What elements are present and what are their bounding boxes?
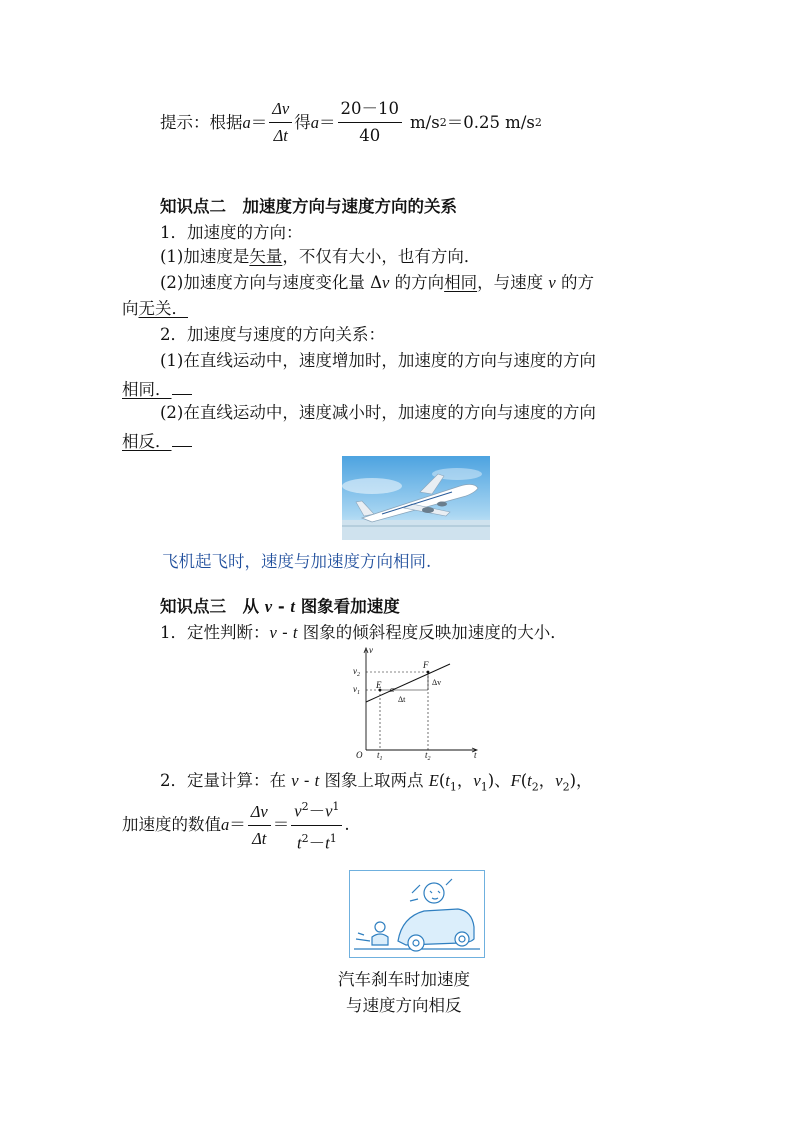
var-v: v: [555, 771, 563, 790]
paragraph: (2)在直线运动中，速度减小时，加速度的方向与速度的方向: [160, 403, 596, 422]
text: (: [520, 771, 528, 790]
car-braking-image: [349, 870, 485, 958]
text: -: [298, 771, 315, 790]
frac-den: $t^2-t^1$: [297, 831, 337, 852]
var-t: t: [290, 597, 296, 616]
text: 图象上取两点: [319, 771, 429, 790]
sub: 1: [449, 780, 457, 794]
text: ．: [155, 432, 172, 451]
sub: 2: [531, 780, 539, 794]
section-heading: [160, 596, 400, 618]
car-caption-line1: 汽车刹车时加速度: [338, 970, 470, 989]
paragraph: [122, 298, 188, 320]
v1-label: $v_1$: [353, 684, 360, 696]
underlined-answer: 矢量: [249, 247, 283, 266]
text: (: [438, 771, 446, 790]
paragraph: (1)在直线运动中，速度增加时，加速度的方向与速度的方向: [160, 351, 596, 370]
vt-graph: [350, 644, 484, 760]
equals: ＝: [272, 815, 290, 834]
var-t: t: [445, 771, 450, 790]
text: .: [344, 815, 350, 834]
var-v: v: [548, 273, 556, 292]
text: ，: [456, 771, 474, 790]
v2-label: $v_2$: [353, 666, 360, 678]
equals: ＝: [319, 112, 336, 132]
text: ．: [171, 299, 188, 318]
acceleration-formula: [122, 796, 350, 854]
text: ，: [538, 771, 556, 790]
paragraph: [122, 376, 192, 401]
car-caption-line2: 与速度方向相反: [346, 996, 462, 1015]
alpha-label: α: [390, 685, 395, 694]
var-a: a: [242, 112, 251, 132]
unit: m/s: [410, 112, 440, 132]
dv-label: Δv: [432, 678, 442, 687]
equals: ＝: [229, 815, 246, 834]
text: 的方: [555, 273, 594, 292]
paragraph: [160, 272, 594, 294]
frac-num: 20－10: [338, 98, 403, 123]
var-t: t: [292, 623, 298, 642]
text: 1．定性判断：: [160, 623, 270, 642]
text: (1)加速度是: [160, 247, 250, 266]
underlined-answer: 相反: [122, 432, 155, 451]
var-a: a: [310, 112, 320, 132]
car-illustration: [350, 871, 484, 957]
v-axis-label: v: [369, 645, 373, 655]
frac-den: Δt: [252, 828, 267, 848]
de-text: 得: [294, 112, 311, 132]
text: )、: [487, 771, 511, 790]
sup: 2: [439, 115, 447, 129]
t1-label: $t_1$: [377, 750, 383, 760]
origin-label: O: [356, 750, 363, 760]
text: 图象的倾斜程度反映加速度的大小．: [297, 623, 567, 642]
text: 知识点三 从: [160, 597, 265, 616]
frac-num: Δv: [269, 98, 292, 123]
var-v: v: [473, 771, 481, 790]
t-axis-label: t: [474, 750, 477, 760]
text: ，不仅有大小，也有方向．: [282, 247, 481, 266]
fraction-v-t: [291, 796, 342, 854]
underlined-answer: 相同: [122, 380, 155, 399]
airplane-caption: 飞机起飞时，速度与加速度方向相同.: [162, 552, 432, 571]
section-heading: 知识点二 加速度方向与速度方向的关系: [160, 197, 457, 216]
fraction-values: [338, 98, 403, 147]
paragraph: [122, 428, 192, 453]
text: -: [276, 623, 293, 642]
sup: 2: [534, 115, 542, 129]
underline-blank: [172, 376, 192, 395]
var-f: F: [510, 771, 521, 790]
list-item: [160, 622, 567, 644]
equals: ＝: [250, 112, 268, 132]
var-v: v: [264, 597, 273, 616]
text: ，与速度: [477, 273, 549, 292]
underlined-answer: 无关: [138, 299, 172, 318]
text: )，: [569, 771, 593, 790]
list-item: 1．加速度的方向：: [160, 223, 303, 242]
text: -: [272, 597, 291, 616]
frac-den: Δt: [273, 126, 288, 145]
text: 向: [122, 299, 139, 318]
var-t: t: [314, 771, 320, 790]
e-label: E: [376, 680, 382, 690]
underline-blank: [172, 428, 192, 447]
var-t: t: [527, 771, 532, 790]
var-v: v: [382, 273, 390, 292]
frac-den: 40: [359, 126, 381, 145]
text: (2)加速度方向与速度变化量 Δ: [160, 273, 383, 292]
underlined-answer: 相同: [444, 273, 478, 292]
hint-label: 提示：根据: [160, 112, 243, 132]
fraction-dv-dt: [248, 801, 271, 850]
list-item: [160, 770, 593, 798]
fraction-dv-dt: [269, 98, 292, 147]
f-label: F: [423, 660, 429, 670]
airplane-image: [342, 456, 490, 540]
paragraph: [160, 246, 480, 268]
text: 图象看加速度: [295, 597, 400, 616]
var-v: v: [291, 771, 299, 790]
text: 的方向: [389, 273, 445, 292]
text: 2．定量计算：在: [160, 771, 292, 790]
t2-label: $t_2$: [425, 750, 431, 760]
var-a: a: [221, 815, 230, 834]
sub: 1: [480, 780, 488, 794]
text: 加速度的数值: [122, 815, 221, 834]
point-f: [427, 671, 430, 674]
frac-num: Δv: [248, 801, 271, 826]
list-item: 2．加速度与速度的方向关系：: [160, 325, 385, 344]
dt-label: Δt: [398, 695, 406, 704]
airplane-illustration: [342, 456, 490, 540]
result: ＝0.25 m/s: [446, 112, 535, 132]
var-v: v: [269, 623, 277, 642]
hint-line: [160, 98, 542, 147]
var-e: E: [428, 771, 439, 790]
sub: 2: [562, 780, 570, 794]
frac-num: $v^2-v^1$: [291, 796, 342, 826]
text: ．: [155, 380, 172, 399]
